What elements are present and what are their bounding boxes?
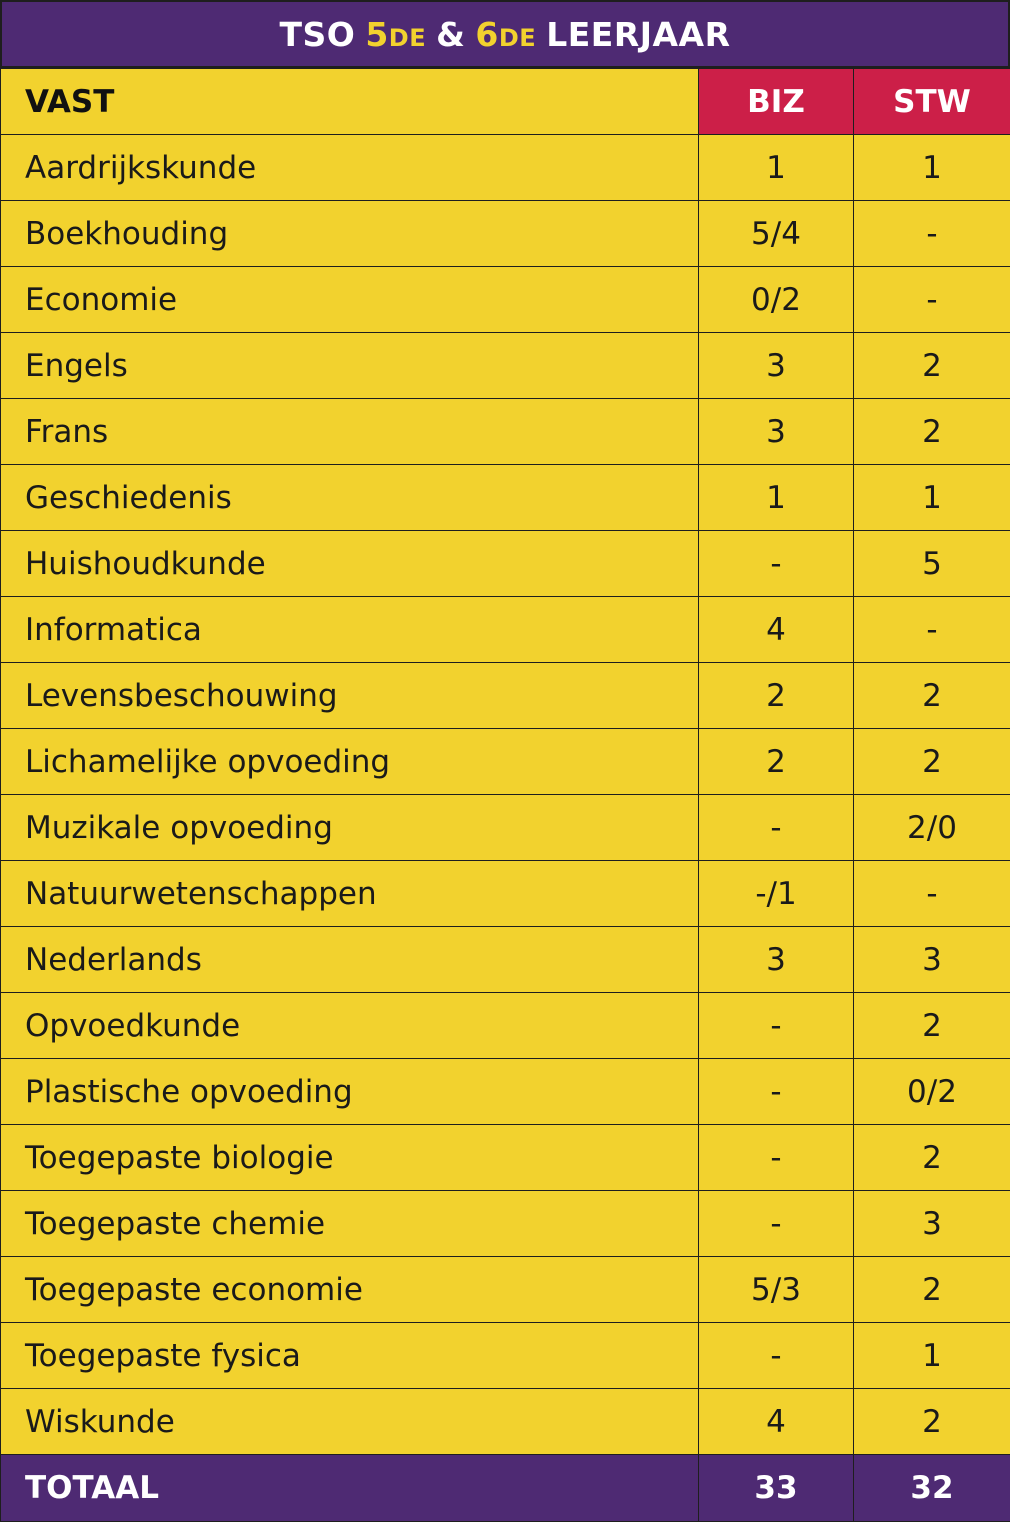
table-row xyxy=(1,663,1010,729)
stw-cell: - xyxy=(854,267,1010,333)
section-label: VAST xyxy=(1,69,699,135)
table-row xyxy=(1,201,1010,267)
table-row xyxy=(1,795,1010,861)
biz-cell: - xyxy=(699,1125,854,1191)
biz-cell: 4 xyxy=(699,1389,854,1455)
stw-cell: 3 xyxy=(854,1191,1010,1257)
table-row xyxy=(1,333,1010,399)
table-row xyxy=(1,597,1010,663)
stw-cell: 2 xyxy=(854,1257,1010,1323)
stw-cell: 1 xyxy=(854,465,1010,531)
table-row xyxy=(1,1389,1010,1455)
stw-cell: 1 xyxy=(854,1323,1010,1389)
stw-cell: - xyxy=(854,201,1010,267)
subjects-table xyxy=(0,68,1010,1522)
biz-cell: - xyxy=(699,993,854,1059)
table-row xyxy=(1,729,1010,795)
table-row xyxy=(1,1191,1010,1257)
biz-cell: - xyxy=(699,795,854,861)
subject-cell: Huishoudkunde xyxy=(1,531,699,597)
subject-cell: Toegepaste fysica xyxy=(1,1323,699,1389)
subject-cell: Informatica xyxy=(1,597,699,663)
total-row xyxy=(1,1455,1010,1522)
biz-cell: 5/3 xyxy=(699,1257,854,1323)
stw-cell: 2 xyxy=(854,663,1010,729)
table-row xyxy=(1,267,1010,333)
page-title xyxy=(0,0,1010,68)
total-stw: 32 xyxy=(854,1455,1010,1522)
subject-cell: Opvoedkunde xyxy=(1,993,699,1059)
biz-cell: - xyxy=(699,1323,854,1389)
subject-cell: Lichamelijke opvoeding xyxy=(1,729,699,795)
stw-cell: 0/2 xyxy=(854,1059,1010,1125)
stw-cell: - xyxy=(854,597,1010,663)
title-year-6: 6DE xyxy=(475,15,536,54)
title-prefix: TSO xyxy=(279,15,355,54)
biz-cell: - xyxy=(699,1059,854,1125)
table-row xyxy=(1,861,1010,927)
subject-cell: Economie xyxy=(1,267,699,333)
subject-cell: Geschiedenis xyxy=(1,465,699,531)
table-row xyxy=(1,993,1010,1059)
biz-cell: 2 xyxy=(699,663,854,729)
subject-cell: Aardrijkskunde xyxy=(1,135,699,201)
total-label: TOTAAL xyxy=(1,1455,699,1522)
subject-cell: Muzikale opvoeding xyxy=(1,795,699,861)
biz-cell: 4 xyxy=(699,597,854,663)
subject-cell: Frans xyxy=(1,399,699,465)
biz-cell: 5/4 xyxy=(699,201,854,267)
subject-cell: Wiskunde xyxy=(1,1389,699,1455)
stw-cell: 2 xyxy=(854,1125,1010,1191)
biz-cell: 3 xyxy=(699,927,854,993)
table-row xyxy=(1,135,1010,201)
stw-cell: 2 xyxy=(854,399,1010,465)
subject-cell: Engels xyxy=(1,333,699,399)
table-header-row xyxy=(1,69,1010,135)
table-row xyxy=(1,465,1010,531)
table-row xyxy=(1,1257,1010,1323)
table-row xyxy=(1,927,1010,993)
column-header-stw: STW xyxy=(854,69,1010,135)
stw-cell: 2/0 xyxy=(854,795,1010,861)
stw-cell: 2 xyxy=(854,729,1010,795)
subject-cell: Natuurwetenschappen xyxy=(1,861,699,927)
table-row xyxy=(1,1125,1010,1191)
biz-cell: 0/2 xyxy=(699,267,854,333)
subject-cell: Toegepaste biologie xyxy=(1,1125,699,1191)
table-row xyxy=(1,1323,1010,1389)
biz-cell: 2 xyxy=(699,729,854,795)
stw-cell: 2 xyxy=(854,333,1010,399)
table-row xyxy=(1,531,1010,597)
stw-cell: 5 xyxy=(854,531,1010,597)
title-year-5: 5DE xyxy=(365,15,426,54)
column-header-biz: BIZ xyxy=(699,69,854,135)
subject-cell: Boekhouding xyxy=(1,201,699,267)
table-row xyxy=(1,1059,1010,1125)
subject-cell: Nederlands xyxy=(1,927,699,993)
stw-cell: 1 xyxy=(854,135,1010,201)
biz-cell: 3 xyxy=(699,333,854,399)
biz-cell: 1 xyxy=(699,465,854,531)
biz-cell: - xyxy=(699,531,854,597)
total-biz: 33 xyxy=(699,1455,854,1522)
stw-cell: 2 xyxy=(854,993,1010,1059)
stw-cell: 2 xyxy=(854,1389,1010,1455)
biz-cell: 1 xyxy=(699,135,854,201)
subject-cell: Toegepaste chemie xyxy=(1,1191,699,1257)
stw-cell: 3 xyxy=(854,927,1010,993)
title-ampersand: & xyxy=(436,15,465,54)
stw-cell: - xyxy=(854,861,1010,927)
table-row xyxy=(1,399,1010,465)
subject-cell: Levensbeschouwing xyxy=(1,663,699,729)
biz-cell: -/1 xyxy=(699,861,854,927)
subject-cell: Toegepaste economie xyxy=(1,1257,699,1323)
biz-cell: 3 xyxy=(699,399,854,465)
subject-cell: Plastische opvoeding xyxy=(1,1059,699,1125)
title-suffix: LEERJAAR xyxy=(546,15,730,54)
biz-cell: - xyxy=(699,1191,854,1257)
